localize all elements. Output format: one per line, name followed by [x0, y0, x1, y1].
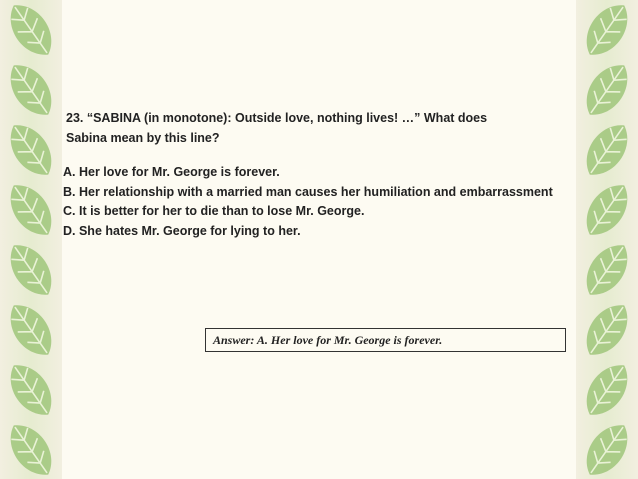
leaf-icon [576, 0, 637, 64]
option-a: A. Her love for Mr. George is forever. [63, 165, 280, 179]
question-text: 23. “SABINA (in monotone): Outside love, nothing lives! …” What does Sabina mean by this line? [66, 111, 488, 145]
leaf-icon [0, 236, 61, 304]
leaf-icon [576, 356, 637, 424]
leaf-icon [0, 176, 61, 244]
leaf-icon [0, 296, 61, 364]
leaf-icon [576, 236, 637, 304]
leaf-icon [576, 296, 637, 364]
leaf-icon [576, 416, 637, 479]
answer-text: Answer: A. Her love for Mr. George is forever. [213, 332, 443, 347]
left-leaf-border [0, 0, 62, 479]
answer-box [205, 328, 566, 352]
leaf-icon [0, 56, 61, 124]
leaf-icon [576, 56, 637, 124]
leaf-pattern-left [0, 0, 62, 479]
leaf-icon [0, 116, 61, 184]
leaf-icon [0, 0, 61, 64]
answer-options [63, 163, 623, 241]
option-d: D. She hates Mr. George for lying to her. [63, 223, 301, 238]
option-b: B. Her relationship with a married man causes her humiliation and embarrassment [63, 184, 553, 199]
option-c: C. It is better for her to die than to lose Mr. George. [63, 204, 365, 218]
leaf-icon [0, 356, 61, 424]
leaf-icon [0, 416, 61, 479]
